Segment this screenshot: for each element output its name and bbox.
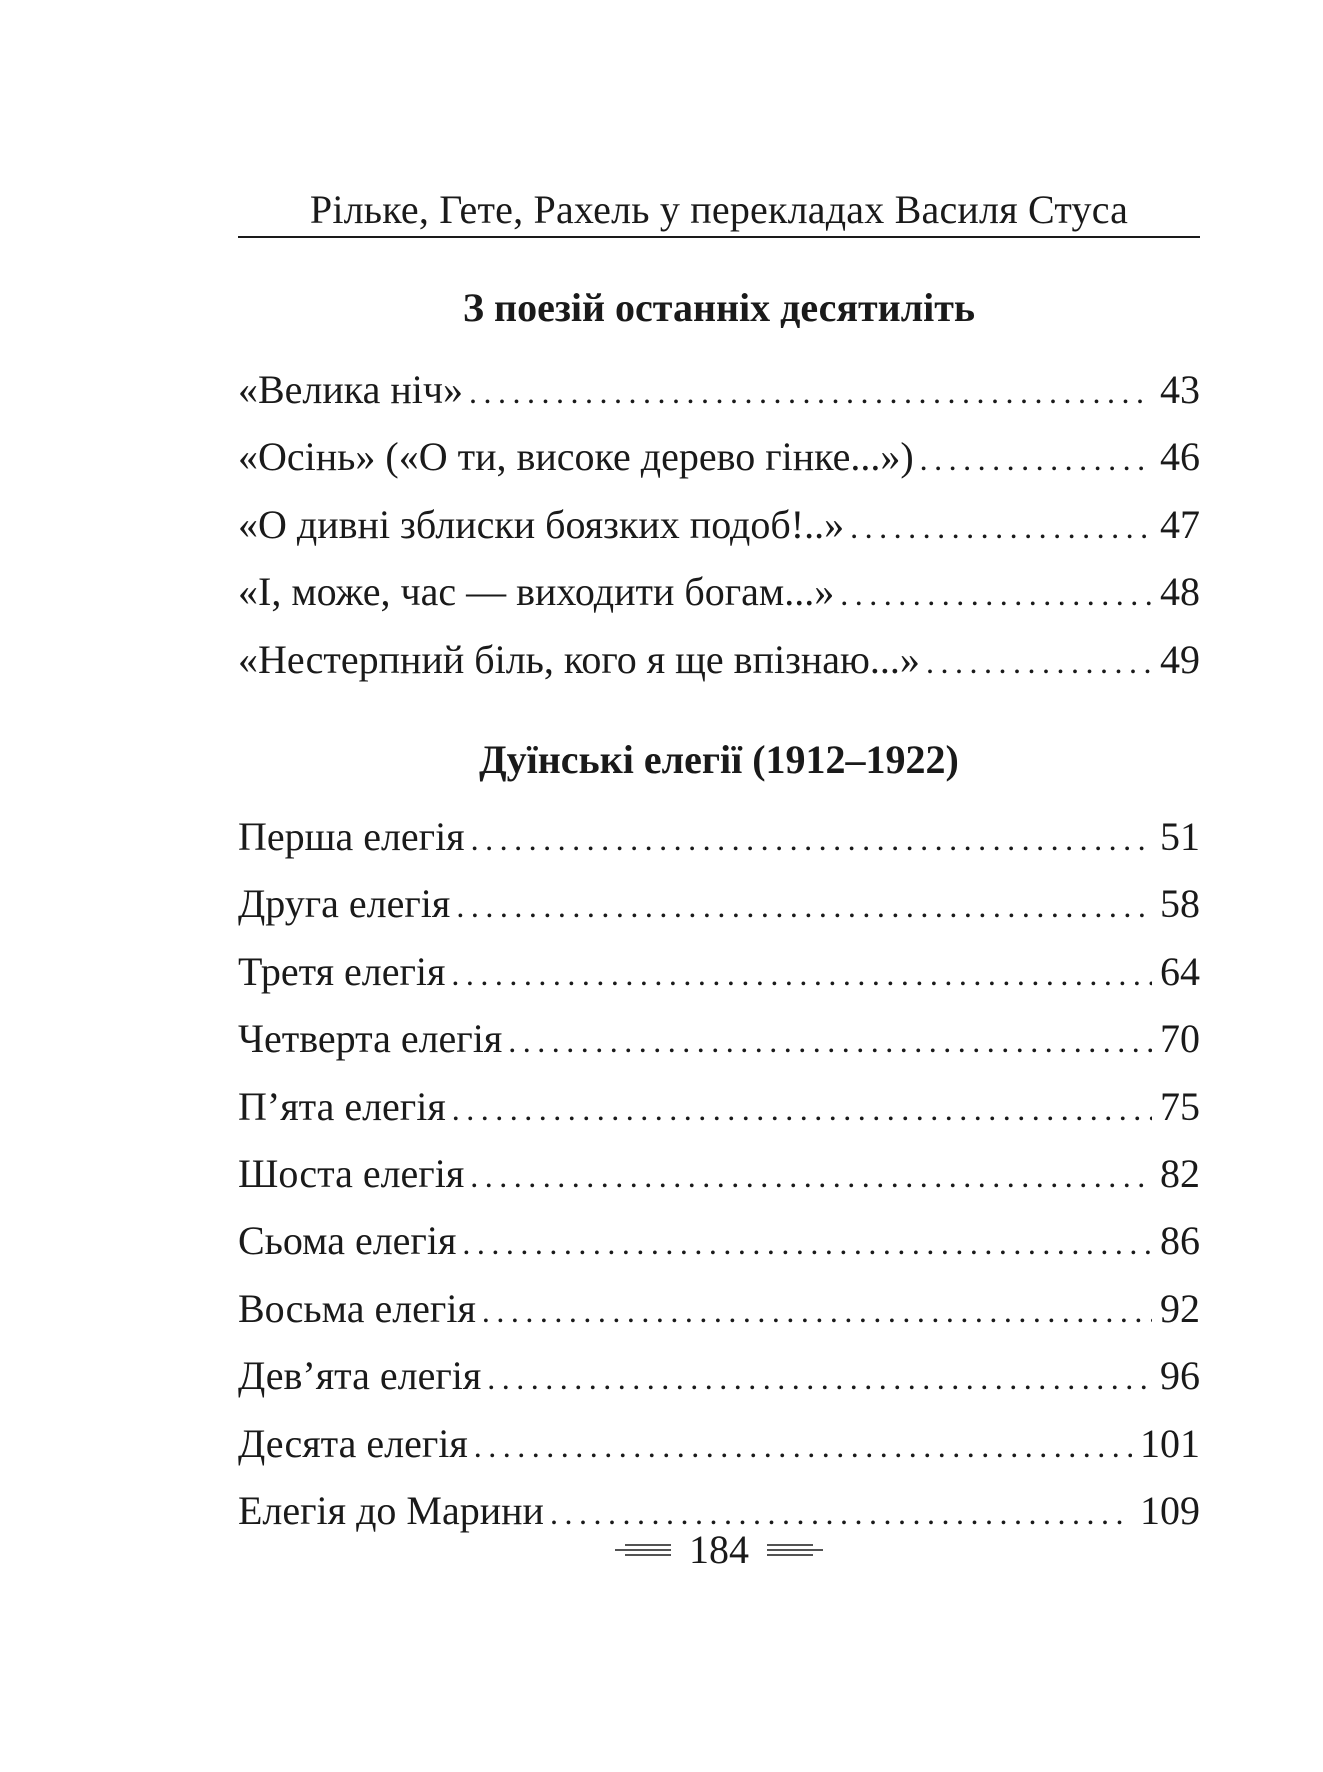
dot-leader <box>469 359 1152 423</box>
toc-list <box>238 803 1200 1544</box>
running-head: Рільке, Гете, Рахель у перекладах Василя Стуса <box>309 187 1129 232</box>
toc-entry[interactable] <box>238 1342 1200 1409</box>
toc-entry-title: «Осінь» («О ти, високе дерево гінке...») <box>238 434 914 480</box>
toc-entry[interactable] <box>238 558 1200 625</box>
toc-entry-page: 58 <box>1160 881 1200 927</box>
toc-entry-title: Сьома елегія <box>238 1218 457 1264</box>
toc-entry-page: 46 <box>1160 434 1200 480</box>
toc-entry-page: 47 <box>1160 501 1200 547</box>
toc-entry-page: 101 <box>1140 1420 1200 1466</box>
toc-entry-title: «Нестерпний біль, кого я ще впізнаю...» <box>238 636 920 682</box>
toc-entry[interactable] <box>238 870 1200 937</box>
toc-entry-title: «Велика ніч» <box>238 367 464 412</box>
toc-entry[interactable] <box>238 1275 1200 1342</box>
toc-entry-title: Дев’ята елегія <box>238 1353 482 1399</box>
dot-leader <box>482 1278 1152 1342</box>
running-head-rule <box>238 236 1200 238</box>
toc-entry-page: 43 <box>1160 367 1200 412</box>
toc-entry-page: 86 <box>1160 1218 1200 1264</box>
toc-entry-title: Третя елегія <box>238 948 446 994</box>
toc-entry-page: 92 <box>1160 1285 1200 1331</box>
toc-entry-title: Восьма елегія <box>238 1285 476 1331</box>
toc-entry-page: 75 <box>1160 1083 1200 1129</box>
toc-entry[interactable] <box>238 938 1200 1005</box>
toc-entry[interactable] <box>238 491 1200 558</box>
dot-leader <box>462 1210 1152 1274</box>
toc-entry[interactable] <box>238 1005 1200 1072</box>
dot-leader <box>452 1076 1152 1140</box>
toc-entry-title: Десята елегія <box>238 1420 468 1466</box>
dot-leader <box>471 806 1152 870</box>
page-number: 184 <box>689 1527 749 1572</box>
dot-leader <box>926 629 1152 693</box>
dot-leader <box>451 941 1152 1005</box>
toc-entry[interactable] <box>238 356 1200 423</box>
book-page <box>238 0 1200 1772</box>
section-title: Дуїнські елегії (1912–1922) <box>479 737 959 782</box>
toc-entry-title: Четверта елегія <box>238 1016 503 1062</box>
toc-entry-title: «І, може, час — виходити богам...» <box>238 569 835 615</box>
dot-leader <box>474 1413 1132 1477</box>
triple-rule-ornament-icon <box>767 1542 823 1558</box>
toc-entry[interactable] <box>238 1207 1200 1274</box>
toc-entry-page: 48 <box>1160 569 1200 615</box>
toc-entry-page: 64 <box>1160 948 1200 994</box>
dot-leader <box>456 873 1152 937</box>
toc-entry[interactable] <box>238 423 1200 490</box>
toc-entry-title: Друга елегія <box>238 881 451 927</box>
toc-entry-page: 51 <box>1160 814 1200 859</box>
dot-leader <box>508 1008 1152 1072</box>
toc-entry-title: Елегія до Марини <box>238 1487 544 1533</box>
toc-list <box>238 356 1200 693</box>
toc-entry-page: 109 <box>1140 1487 1200 1533</box>
toc-entry[interactable] <box>238 1410 1200 1477</box>
toc-entry-title: Шоста елегія <box>238 1150 465 1196</box>
toc-entry-page: 70 <box>1160 1016 1200 1062</box>
toc-entry-page: 96 <box>1160 1353 1200 1399</box>
dot-leader <box>470 1143 1152 1207</box>
toc-entry[interactable] <box>238 803 1200 870</box>
dot-leader <box>850 494 1152 558</box>
toc-entry[interactable] <box>238 626 1200 693</box>
dot-leader <box>840 561 1152 625</box>
toc-entry[interactable] <box>238 1073 1200 1140</box>
folio <box>238 1520 1200 1580</box>
toc-entry-title: Перша елегія <box>238 814 465 859</box>
triple-rule-ornament-icon <box>615 1542 671 1558</box>
section-title: З поезій останніх десятиліть <box>462 285 976 330</box>
toc-entry-page: 49 <box>1160 636 1200 682</box>
dot-leader <box>920 426 1152 490</box>
toc-entry[interactable] <box>238 1140 1200 1207</box>
toc-entry-title: П’ята елегія <box>238 1083 446 1129</box>
dot-leader <box>487 1345 1152 1409</box>
toc-entry-title: «О дивні зблиски боязких подоб!..» <box>238 501 845 547</box>
toc-entry-page: 82 <box>1160 1150 1200 1196</box>
